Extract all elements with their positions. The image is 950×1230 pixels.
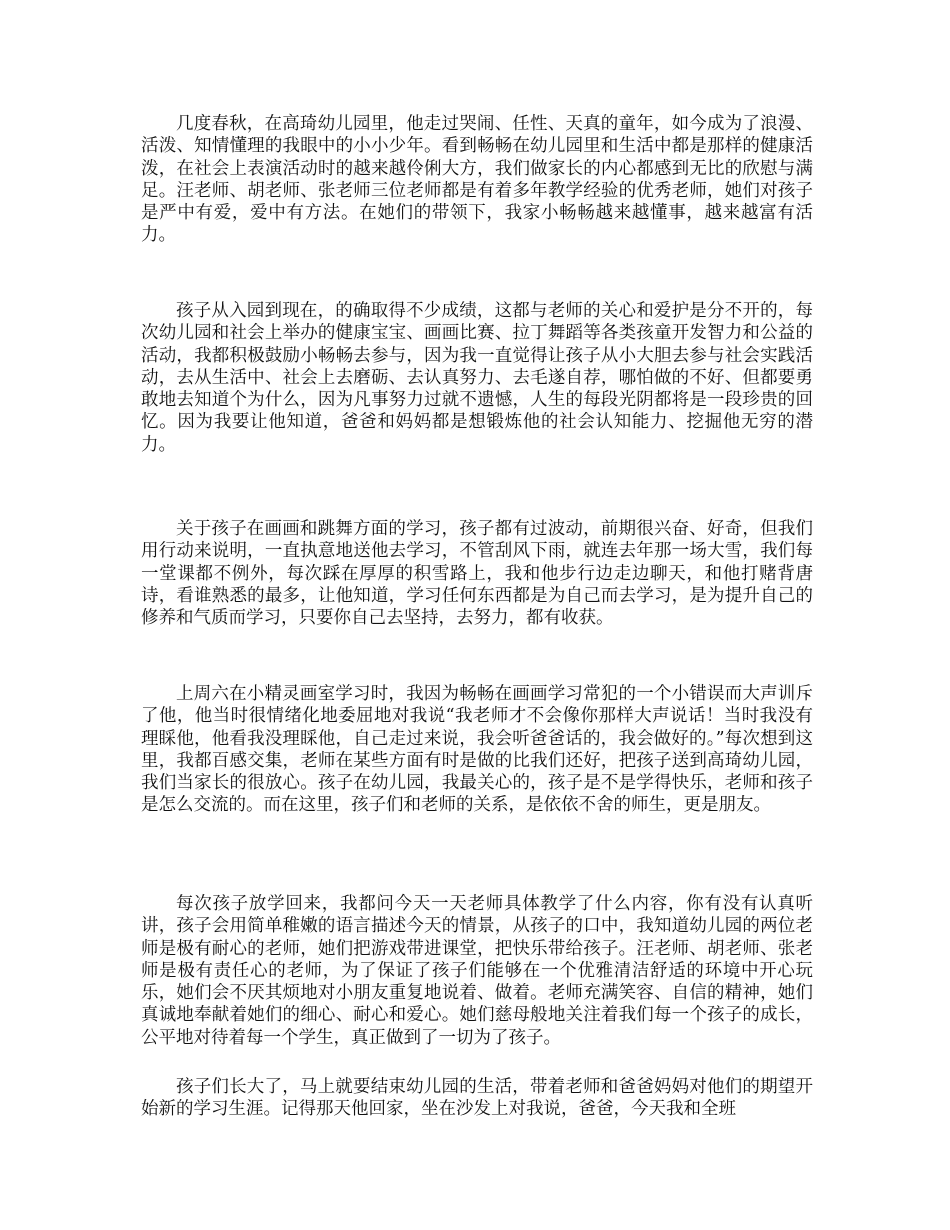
paragraph-1: 几度春秋，在高琦幼儿园里，他走过哭闹、任性、天真的童年，如今成为了浪漫、活泼、知情懂理的我眼中的小小少年。看到畅畅在幼儿园里和生活中都是那样的健康活泼，在社会上表演活动时的越来越伶俐大方，我们做家长的内心都感到无比的欣慰与满足。汪老师、胡老师、张老师三位老师都是有着多年教学经验的优秀老师，她们对孩子是严中有爱，爱中有方法。在她们的带领下，我家小畅畅越来越懂事，越来越富有活力。: [141, 114, 813, 246]
paragraph-6: 孩子们长大了，马上就要结束幼儿园的生活，带着老师和爸爸妈妈对他们的期望开始新的学习生涯。记得那天他回家，坐在沙发上对我说，爸爸，今天我和全班: [141, 1077, 813, 1120]
paragraph-4: 上周六在小精灵画室学习时，我因为畅畅在画画学习常犯的一个小错误而大声训斥了他，他当时很情绪化地委屈地对我说“我老师才不会像你那样大声说话！当时我没有理睬他，他看我没理睬他，自己走过来说，我会听爸爸话的，我会做好的。”每次想到这里，我都百感交集，老师在某些方面有时是做的比我们还好，把孩子送到高琦幼儿园，我们当家长的很放心。孩子在幼儿园，我最关心的，孩子是不是学得快乐，老师和孩子是怎么交流的。而在这里，孩子们和老师的关系，是依依不舍的师生，更是朋友。: [141, 684, 813, 816]
paragraph-5: 每次孩子放学回来，我都问今天一天老师具体教学了什么内容，你有没有认真听讲，孩子会用简单稚嫩的语言描述今天的情景，从孩子的口中，我知道幼儿园的两位老师是极有耐心的老师，她们把游戏带进课堂，把快乐带给孩子。汪老师、胡老师、张老师是极有责任心的老师，为了保证了孩子们能够在一个优雅清洁舒适的环境中开心玩乐，她们会不厌其烦地对小朋友重复地说着、做着。老师充满笑容、自信的精神，她们真诚地奉献着她们的细心、耐心和爱心。她们慈母般地关注着我们每一个孩子的成长，公平地对待着每一个学生，真正做到了一切为了孩子。: [141, 894, 813, 1048]
paragraph-2: 孩子从入园到现在，的确取得不少成绩，这都与老师的关心和爱护是分不开的，每次幼儿园和社会上举办的健康宝宝、画画比赛、拉丁舞蹈等各类孩童开发智力和公益的活动，我都积极鼓励小畅畅去参与，因为我一直觉得让孩子从小大胆去参与社会实践活动，去从生活中、社会上去磨砺、去认真努力、去毛遂自荐，哪怕做的不好、但都要勇敢地去知道个为什么，因为凡事努力过就不遗憾，人生的每段光阴都将是一段珍贵的回忆。因为我要让他知道，爸爸和妈妈都是想锻炼他的社会认知能力、挖掘他无穷的潜力。: [141, 301, 813, 455]
paragraph-3: 关于孩子在画画和跳舞方面的学习，孩子都有过波动，前期很兴奋、好奇，但我们用行动来说明，一直执意地送他去学习，不管刮风下雨，就连去年那一场大雪，我们每一堂课都不例外，每次踩在厚厚的积雪路上，我和他步行边走边聊天，和他打赌背唐诗，看谁熟悉的最多，让他知道，学习任何东西都是为自己而去学习，是为提升自己的修养和气质而学习，只要你自己去坚持，去努力，都有收获。: [141, 519, 813, 629]
